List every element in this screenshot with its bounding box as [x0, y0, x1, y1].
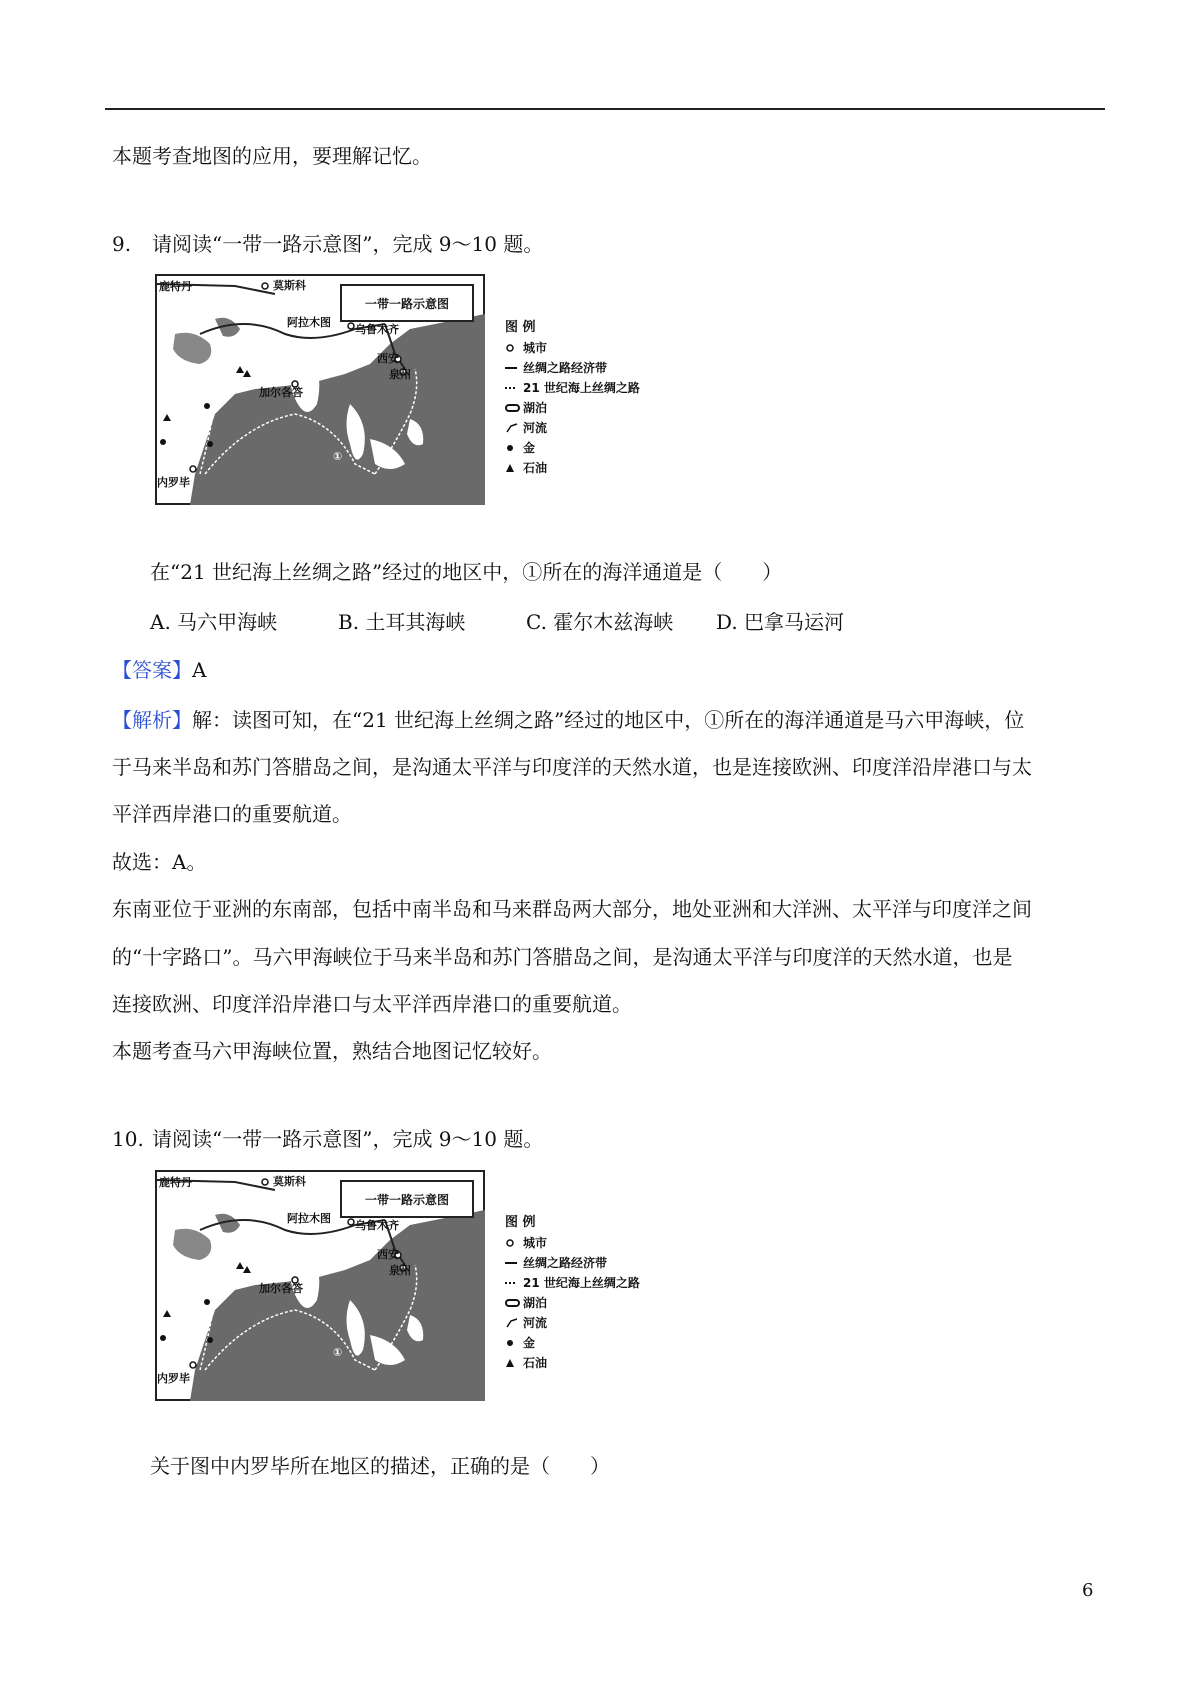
city-label: 内罗毕 [157, 1372, 190, 1385]
city-circle-icon [505, 343, 523, 353]
oil-triangle-icon [505, 1358, 523, 1368]
q9-analysis-line-3: 平洋西岸港口的重要航道。 [112, 802, 352, 826]
q9-explain-line-1: 东南亚位于亚洲的东南部，包括中南半岛和马来群岛两大部分，地处亚洲和大洋洲、太平洋与印度洋之间 [112, 897, 1032, 921]
q9-summary: 本题考查马六甲海峡位置，熟结合地图记忆较好。 [112, 1039, 552, 1063]
analysis-tag: 【解析】 [112, 708, 192, 732]
city-label: 莫斯科 [273, 1175, 306, 1188]
map-legend [505, 1213, 695, 1373]
q10-stem-line [112, 1125, 543, 1153]
q9-stem-line [112, 230, 543, 258]
header-rule [105, 108, 1105, 110]
q9-question: 在“21 世纪海上丝绸之路”经过的地区中，①所在的海洋通道是（ ） [150, 560, 783, 584]
legend-item: 城市 [505, 1233, 695, 1253]
city-label: 西安 [377, 352, 399, 365]
map-legend [505, 318, 695, 478]
legend-item: 石油 [505, 458, 695, 478]
q9-map [155, 274, 485, 505]
answer-value: A [192, 658, 207, 682]
legend-item: 金 [505, 438, 695, 458]
legend-item: 河流 [505, 418, 695, 438]
legend-title: 图 例 [505, 1215, 536, 1230]
oil-triangle-icon [505, 463, 523, 473]
city-label: 泉州 [389, 368, 411, 381]
legend-item: 丝绸之路经济带 [505, 1253, 695, 1273]
legend-item: 21 世纪海上丝绸之路 [505, 378, 695, 398]
legend-item: 丝绸之路经济带 [505, 358, 695, 378]
gold-dot-icon [505, 443, 523, 453]
option-b: B. 土耳其海峡 [338, 610, 466, 634]
city-label: 西安 [377, 1248, 399, 1261]
q9-choice: 故选：A。 [112, 850, 207, 874]
city-label: 莫斯科 [273, 279, 306, 292]
map-title: 一带一路示意图 [340, 1180, 474, 1218]
q10-number: 10. [112, 1127, 144, 1151]
city-label: 乌鲁木齐 [355, 1219, 399, 1232]
strait-marker: ① [333, 1346, 343, 1359]
solid-line-icon [505, 1258, 523, 1268]
legend-item: 金 [505, 1333, 695, 1353]
legend-item: 城市 [505, 338, 695, 358]
page-number: 6 [1082, 1580, 1094, 1601]
q10-map [155, 1170, 485, 1401]
city-label: 阿拉木图 [287, 1212, 331, 1225]
q9-number: 9. [112, 232, 132, 256]
city-label: 加尔各答 [259, 386, 303, 399]
q9-answer-line [112, 656, 206, 684]
lake-icon [505, 403, 523, 413]
dotted-line-icon [505, 1278, 523, 1288]
strait-marker: ① [333, 450, 343, 463]
river-icon [505, 422, 523, 434]
legend-item: 21 世纪海上丝绸之路 [505, 1273, 695, 1293]
q9-options [150, 608, 844, 636]
city-label: 加尔各答 [259, 1282, 303, 1295]
city-label: 鹿特丹 [159, 280, 192, 293]
city-label: 乌鲁木齐 [355, 323, 399, 336]
option-c: C. 霍尔木兹海峡 [526, 610, 674, 634]
q9-analysis-line-2: 于马来半岛和苏门答腊岛之间，是沟通太平洋与印度洋的天然水道，也是连接欧洲、印度洋沿岸港口与太 [112, 755, 1032, 779]
legend-item: 湖泊 [505, 1293, 695, 1313]
q9-analysis-line-1: 【解析】解：读图可知，在“21 世纪海上丝绸之路”经过的地区中，①所在的海洋通道是马六甲海峡，位 [112, 708, 1025, 732]
legend-item: 河流 [505, 1313, 695, 1333]
q10-stem: 请阅读“一带一路示意图”，完成 9～10 题。 [152, 1127, 544, 1151]
q9-explain-line-2: 的“十字路口”。马六甲海峡位于马来半岛和苏门答腊岛之间，是沟通太平洋与印度洋的天然水道，也是 [112, 945, 1013, 969]
city-circle-icon [505, 1238, 523, 1248]
q9-explain-line-3: 连接欧洲、印度洋沿岸港口与太平洋西岸港口的重要航道。 [112, 992, 632, 1016]
q9-stem: 请阅读“一带一路示意图”，完成 9～10 题。 [152, 232, 544, 256]
legend-item: 湖泊 [505, 398, 695, 418]
city-label: 鹿特丹 [159, 1176, 192, 1189]
dotted-line-icon [505, 383, 523, 393]
river-icon [505, 1317, 523, 1329]
map-title: 一带一路示意图 [340, 284, 474, 322]
city-label: 阿拉木图 [287, 316, 331, 329]
answer-tag: 【答案】 [112, 658, 192, 682]
solid-line-icon [505, 363, 523, 373]
legend-item: 石油 [505, 1353, 695, 1373]
option-d: D. 巴拿马运河 [716, 610, 845, 634]
gold-dot-icon [505, 1338, 523, 1348]
intro-note: 本题考查地图的应用，要理解记忆。 [112, 144, 432, 168]
legend-title: 图 例 [505, 320, 536, 335]
option-a: A. 马六甲海峡 [150, 610, 278, 634]
city-label: 内罗毕 [157, 476, 190, 489]
city-label: 泉州 [389, 1264, 411, 1277]
lake-icon [505, 1298, 523, 1308]
q10-question: 关于图中内罗毕所在地区的描述，正确的是（ ） [150, 1454, 610, 1478]
